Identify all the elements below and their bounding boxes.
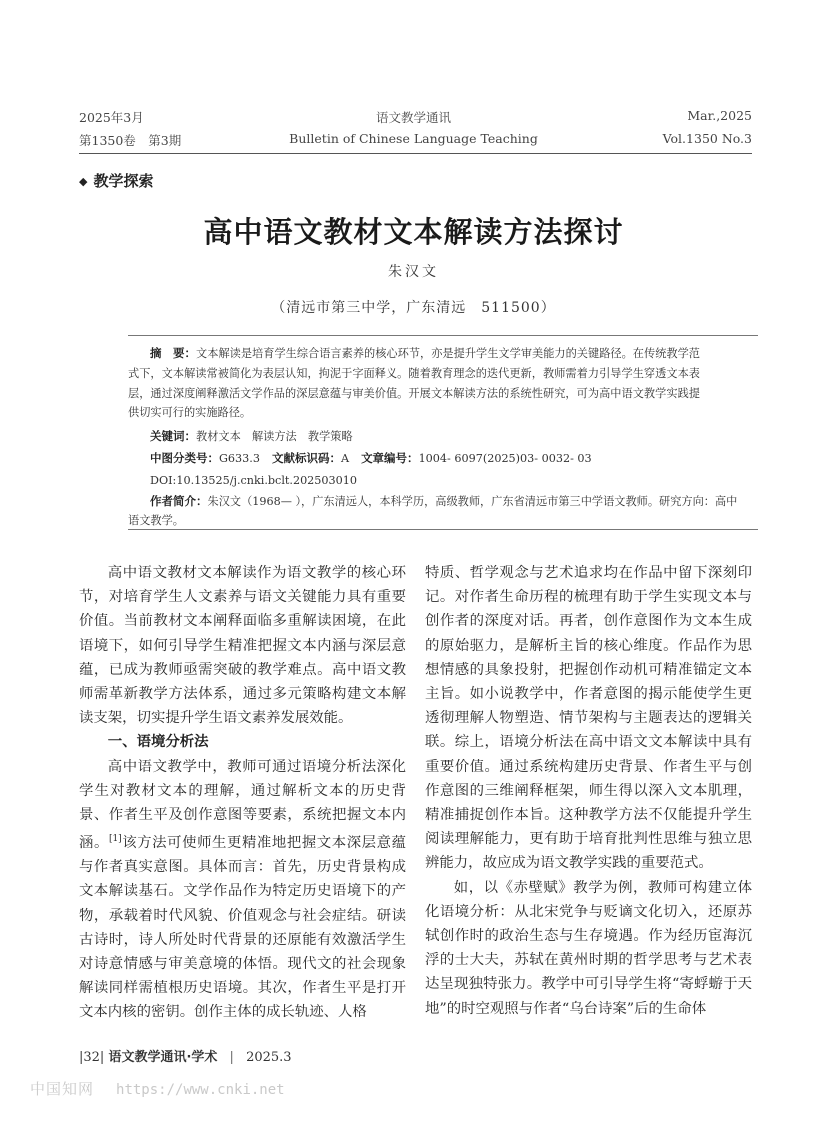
clc-value: G633.3 — [219, 452, 260, 465]
body-paragraph: 高中语文教材文本解读作为语文教学的核心环节，对培育学生人文素养与语文关键能力具有重要价值。当前教材文本阐释面临多重解读困境，在此语境下，如何引导学生精准把握文本内涵与深层意蕴，已成为教师亟需突破的教学难点。高中语文教师需革新教学方法体系，通过多元策略构建文本解读支架，切实提升学生语文素养发展效能。 — [79, 565, 406, 727]
page-number: |32| — [79, 1050, 105, 1065]
keywords-line — [128, 427, 718, 446]
doc-code-label: 文献标识码： — [271, 451, 341, 465]
section-label — [79, 170, 153, 191]
abstract-text: 文本解读是培育学生综合语言素养的核心环节，亦是提升学生文学审美能力的关键路径。在传统教学范式下，文本解读常被简化为表层认知，拘泥于字面释义。随着教育理念的迭代更新，教师需着力引导学生穿透文本表层，通过深度阐释激活文学作品的深层意蕴与审美价值。开展文本解读方法的系统性研究，可为高中语文教学实践提供切实可行的实施路径。 — [128, 347, 700, 420]
abstract — [128, 344, 700, 423]
abstract-rule-top — [128, 335, 758, 336]
watermark-brand: 中国知网 — [30, 1080, 95, 1098]
cnki-watermark — [30, 1078, 285, 1099]
doi-line — [128, 471, 718, 490]
classification-line — [128, 449, 718, 468]
article-no-value: 1004- 6097(2025)03- 0032- 03 — [418, 452, 592, 465]
article-title: 高中语文教材文本解读方法探讨 — [203, 215, 624, 249]
bio-value: 朱汉文（1968— ），广东清远人，本科学历，高级教师，广东省清远市第三中学语文教师。研究方向：高中语文教学。 — [128, 495, 738, 527]
header-date-en: Mar.,2025 — [687, 108, 752, 123]
keywords-value: 教材文本 解读方法 教学策略 — [196, 430, 353, 443]
article-author: 朱汉文 — [388, 264, 439, 280]
header-rule — [79, 153, 752, 154]
footer-separator: | — [229, 1050, 234, 1065]
footer-date: 2025.3 — [246, 1050, 292, 1065]
citation-ref: [1] — [108, 834, 122, 845]
header-journal-en: Bulletin of Chinese Language Teaching — [289, 131, 538, 146]
body-column-right — [425, 561, 752, 1021]
author-bio — [128, 492, 738, 530]
header-issue-en: Vol.1350 No.3 — [662, 131, 752, 146]
body-paragraph: 特质、哲学观念与艺术追求均在作品中留下深刻印记。对作者生命历程的梳理有助于学生实现文本与创作者的深度对话。再者，创作意图作为文本生成的原始驱力，是解析主旨的核心维度。作品作为思想情感的具象投射，把握创作动机可精准锚定文本主旨。如小说教学中，作者意图的揭示能使学生更透彻理解人物塑造、情节架构与主题表达的逻辑关联。综上，语境分析法在高中语文文本解读中具有重要价值。通过系统构建历史背景、作者生平与创作意图的三维阐释框架，师生得以深入文本肌理，精准捕捉创作本旨。这种教学方法不仅能提升学生阅读理解能力，更有助于培育批判性思维与独立思辨能力，故应成为语文教学实践的重要范式。 — [425, 565, 752, 872]
body-column-left — [79, 561, 406, 1025]
article-no-label: 文章编号： — [361, 451, 419, 465]
body-paragraph: 如，以《赤壁赋》教学为例，教师可构建立体化语境分析：从北宋党争与贬谪文化切入，还原苏轼创作时的政治生态与生存境遇。作为经历宦海沉浮的士大夫，苏轼在黄州时期的哲学思考与艺术表达呈现独特张力。教学中可引导学生将“寄蜉蝣于天地”的时空观照与作者“乌台诗案”后的生命体 — [425, 879, 752, 1017]
bio-label: 作者简介： — [150, 494, 208, 508]
keywords-label: 关键词： — [150, 429, 196, 443]
article-affiliation: （清远市第三中学，广东清远 511500） — [271, 300, 556, 316]
section-heading: 一、语境分析法 — [107, 734, 209, 751]
header-journal-cn: 语文教学通讯 — [375, 110, 451, 125]
doi-value: DOI:10.13525/j.cnki.bclt.202503010 — [150, 474, 358, 487]
abstract-rule-bottom — [128, 529, 758, 530]
clc-label: 中图分类号： — [150, 451, 219, 465]
watermark-url: https://www.cnki.net — [116, 1082, 285, 1098]
section-label-text: 教学探索 — [93, 172, 154, 190]
footer-journal: 语文教学通讯·学术 — [108, 1050, 218, 1065]
page-footer — [79, 1046, 292, 1065]
body-paragraph: 高中语文教学中，教师可通过语境分析法深化学生对教材文本的理解，通过解析文本的历史背景、作者生平及创作意图等要素，系统把握文本内涵。[1]该方法可使师生更精准地把握文本深层意蕴与作者真实意图。具体而言：首先，历史背景构成文本解读基石。文学作品作为特定历史语境下的产物，承载着时代风貌、价值观念与社会症结。研读古诗时，诗人所处时代背景的还原能有效激活学生对诗意情感与审美意境的体悟。现代文的社会现象解读同样需植根历史语境。其次，作者生平是打开文本内核的密钥。创作主体的成长轨迹、人格 — [79, 758, 406, 1021]
header-issue-cn: 第1350卷 第3期 — [79, 133, 182, 148]
diamond-icon: ◆ — [79, 175, 88, 188]
abstract-label: 摘 要： — [150, 346, 197, 360]
doc-code-value: A — [340, 452, 350, 465]
header-date-cn: 2025年3月 — [79, 110, 144, 125]
